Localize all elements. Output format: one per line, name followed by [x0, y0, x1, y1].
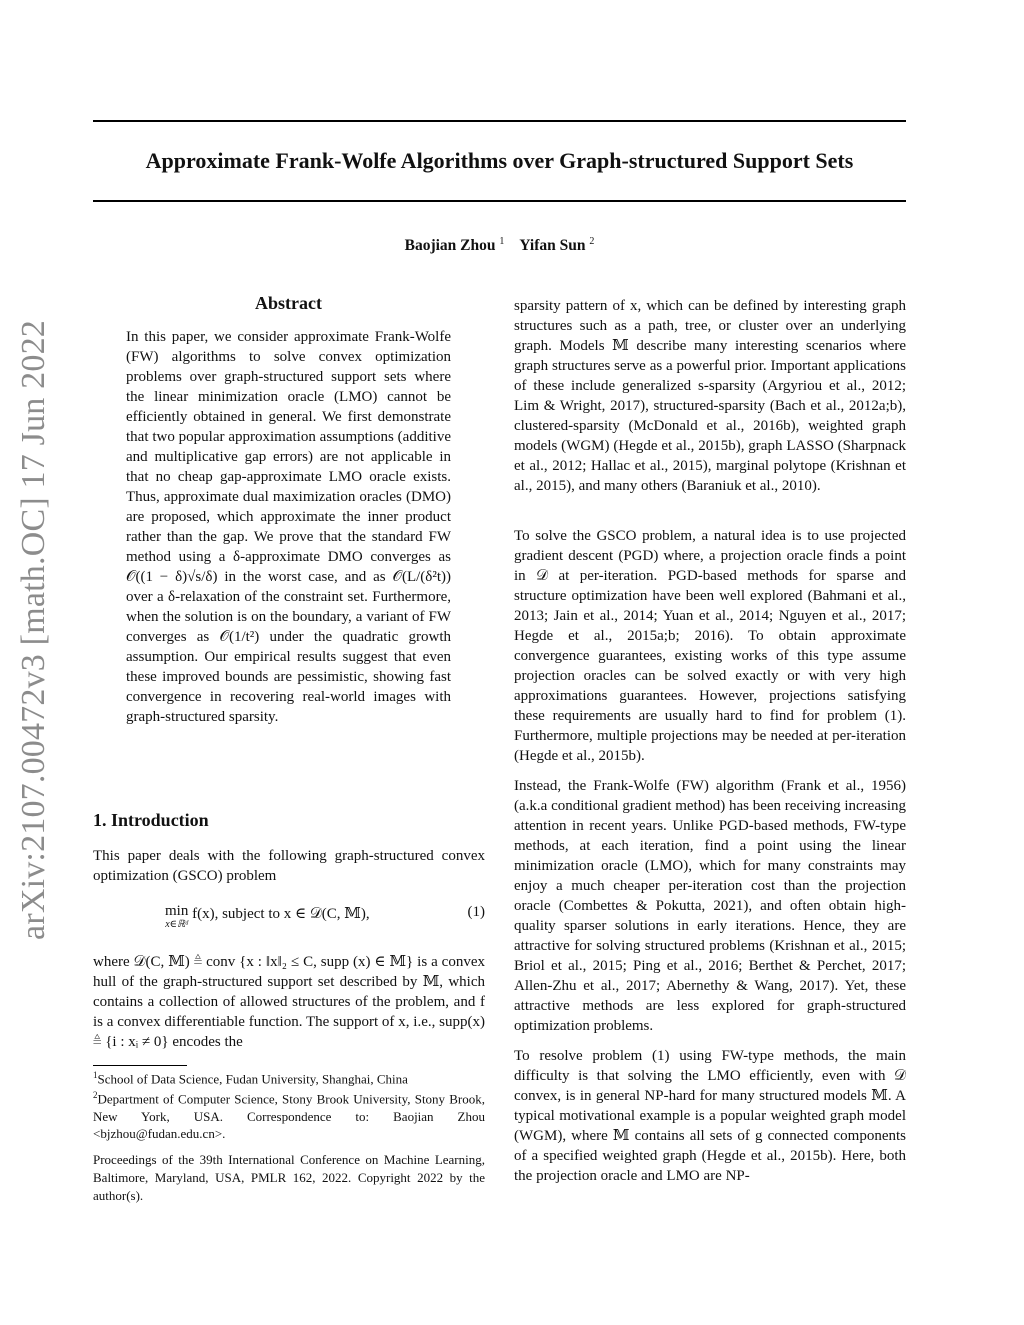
arxiv-id: arXiv:2107.00472v3 [math.OC] 17 Jun 2022 [15, 320, 52, 940]
footnote-text: Department of Computer Science, Stony Brook University, Stony Brook, New York, USA. Correspondence to: Baojian Zhou <bjzhou@fudan.edu.cn>. [93, 1091, 485, 1141]
author-affiliation: 1 [499, 236, 505, 247]
author-name: Baojian Zhou [404, 237, 496, 255]
section-heading-introduction: 1. Introduction [93, 810, 209, 830]
paper-title: Approximate Frank-Wolfe Algorithms over Graph-structured Support Sets [145, 148, 854, 173]
equation-1 [93, 900, 485, 946]
equation-body: f(x), subject to x ∈ 𝒟(C, 𝕄), [192, 906, 370, 922]
footnote-1: $^1$School of Data Science, Fudan University, Shanghai, China [93, 1070, 408, 1087]
author-name: Yifan Sun [519, 237, 586, 255]
author-affiliation: 2 [589, 236, 595, 247]
equation-min-label: min [165, 903, 189, 919]
arxiv-stamp [6, 300, 62, 960]
equation-number: (1) [467, 904, 485, 920]
footnotes [93, 1067, 485, 1142]
footnote-text: School of Data Science, Fudan University, Shanghai, China [97, 1071, 408, 1087]
proceedings-note: Proceedings of the 39th International Conference on Machine Learning, Baltimore, Maryland, USA, PMLR 162, 2022. Copyright 2022 by the author(s). [93, 1152, 485, 1203]
equation-min [165, 904, 188, 932]
abstract-heading: Abstract [255, 293, 322, 313]
equation-subscript: x∈ℝᵈ [165, 919, 189, 930]
title-rule [93, 200, 906, 202]
top-rule [93, 120, 906, 122]
body-paragraph: To resolve problem (1) using FW-type methods, the main difficulty is that solving the LMO efficiently, even with 𝒟 convex, is in general NP-hard for many structured models 𝕄. A typical motivational example is a popular weighted graph model (WGM), where 𝕄 contains all sets of g connected components of a specified weighted graph (Hegde et al., 2015b). Here, both the projection oracle and LMO are NP- [514, 1048, 906, 1184]
footnote-rule [93, 1065, 187, 1066]
intro-paragraph: This paper deals with the following graph-structured convex optimization (GSCO) problem [93, 848, 485, 884]
body-paragraph: sparsity pattern of x, which can be defined by interesting graph structures such as a path, tree, or cluster over an underlying graph. Models 𝕄 describe many interesting scenarios where graph structures serve as a powerful prior. Important applications of these include generalized s-sparsity (Argyriou et al., 2012; Lim & Wright, 2017), structured-sparsity (Bach et al., 2012a;b), clustered-sparsity (McDonald et al., 2016b), weighted graph models (WGM) (Hegde et al., 2015b), graph LASSO (Sharpnack et al., 2012; Hallac et al., 2015), marginal polytope (Krishnan et al., 2015), and many others (Baraniuk et al., 2010). [514, 298, 906, 494]
abstract-text: In this paper, we consider approximate Frank-Wolfe (FW) algorithms to solve convex optimization problems over graph-structured support sets where the linear minimization oracle (LMO) cannot be efficiently obtained in general. We first demonstrate that two popular approximation assumptions (additive and multiplicative gap errors) are not applicable in that no cheap gap-approximate LMO oracle exists. Thus, approximate dual maximization oracles (DMO) are proposed, which approximate the inner product rather than the gap. We prove that the standard FW method using a δ-approximate DMO converges as 𝒪((1 − δ)√s/δ) in the worst case, and as 𝒪(L/(δ²t)) over a δ-relaxation of the constraint set. Furthermore, when the solution is on the boundary, a variant of FW converges as 𝒪(1/t²) under the quadratic growth assumption. Our empirical results suggest that even these improved bounds are pessimistic, showing fast convergence in recovering real-world images with graph-structured sparsity. [126, 329, 451, 725]
body-paragraph: Instead, the Frank-Wolfe (FW) algorithm (Frank et al., 1956) (a.k.a conditional gradient method) has been receiving increasing attention in recent years. Unlike PGD-based methods, FW-type methods, at each iteration, find a point using the linear minimization oracle (LMO), which for many constraints may enjoy a much cheaper per-iteration cost than the projection oracle (Combettes & Pokutta, 2021), and often obtain high-quality sparser solutions in early iterations. Hence, they are attractive for solving structured problems (Krishnan et al., 2015; Briol et al., 2015; Ping et al., 2016; Berthet & Perchet, 2017; Allen-Zhu et al., 2017; Abernethy & Wang, 2017). Yet, these attractive methods are less explored for graph-structured optimization problems. [514, 778, 906, 1034]
footnote-2: $^2$Department of Computer Science, Stony Brook University, Stony Brook, New York, USA. Correspondence to: Baojian Zhou <bjzhou@fudan.edu.cn>. [93, 1090, 485, 1141]
body-paragraph: To solve the GSCO problem, a natural idea is to use projected gradient descent (PGD) where, a projection oracle finds a point in 𝒟 at per-iteration. PGD-based methods for sparse and structure optimization have been well explored (Bahmani et al., 2013; Jain et al., 2014; Yuan et al., 2014; Nguyen et al., 2017; Hegde et al., 2015a;b; 2016). To obtain approximate convergence guarantees, existing works of this type assume projection oracles can be solved exactly or with very high approximations guarantees. However, projections satisfying these requirements are usually hard to find for problem (1). Furthermore, multiple projections may be needed at per-iteration (Hegde et al., 2015b). [514, 528, 906, 764]
intro-paragraph: where 𝒟(C, 𝕄) ≜ conv {x : ‖x‖₂ ≤ C, supp (x) ∈ 𝕄} is a convex hull of the graph-structured support set described by 𝕄, which contains a collection of allowed structures of the problem, and f is a convex differentiable function. The support of x, i.e., supp(x) ≜ {i : xᵢ ≠ 0} encodes the [93, 954, 485, 1050]
author-list [93, 236, 906, 255]
